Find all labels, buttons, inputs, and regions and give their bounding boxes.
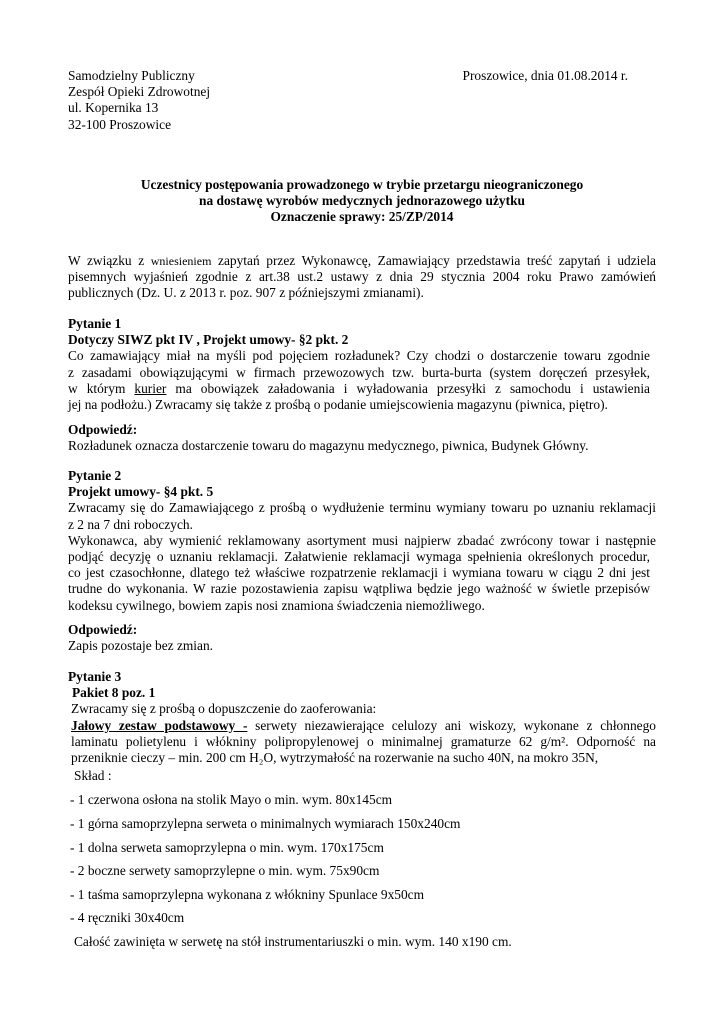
- answer-2-text: Zapis pozostaje bez zmian.: [68, 638, 214, 654]
- question-1: [68, 316, 656, 413]
- title-line-2: na dostawę wyrobów medycznych jednorazowego użytku: [199, 193, 525, 209]
- question-1-line-3-end: ma obowiązek załadowania i wyładowania przesyłki z samochodu i ustawienia: [175, 380, 650, 396]
- answer-2: [68, 622, 656, 654]
- question-1-courier-word: kurier: [134, 380, 167, 396]
- sender-name-line-1: Samodzielny Publiczny: [68, 68, 195, 83]
- question-2: [68, 468, 656, 614]
- composition-item-4: - 2 boczne serwety samoprzylepne o min. wym. 75x90cm: [70, 863, 380, 878]
- document-title: [68, 177, 656, 226]
- composition-closing: Całość zawinięta w serwetę na stół instrumentariuszki o min. wym. 140 x190 cm.: [74, 934, 512, 949]
- question-2-line-3: Wykonawca, aby wymienić reklamowany asortyment musi najpierw zbadać zwrócony towar i następnie: [68, 532, 656, 548]
- letter-date: Proszowice, dnia 01.08.2014 r.: [462, 68, 628, 83]
- intro-line-2: pisemnych wyjaśnień zgodnie z art.38 ust.2 ustawy z dnia 29 stycznia 2004 roku Prawo zamówień: [68, 269, 656, 285]
- question-2-subheading: Projekt umowy- §4 pkt. 5: [68, 484, 214, 500]
- answer-1-label: Odpowiedź:: [68, 422, 138, 437]
- question-3-line-4: przeniknie cieczy – min. 200 cm H₂O, wytrzymałość na rozerwanie na sucho 40N, na mokro 35N,: [71, 750, 599, 766]
- question-3-heading: Pytanie 3: [68, 669, 122, 684]
- question-2-line-4: podjąć decyzję o uznaniu reklamacji. Załatwienie reklamacji wymaga spełnienia określonych procedur,: [68, 549, 650, 565]
- question-2-line-6: trudne do wykonania. W razie pozostawienia zapisu wątpliwa będzie jego ważność w świetle przepisów: [68, 581, 650, 597]
- question-2-heading: Pytanie 2: [68, 468, 122, 483]
- answer-1-text: Rozładunek oznacza dostarczenie towaru do magazynu medycznego, piwnica, Budynek Główny.: [68, 438, 589, 454]
- sender-street: ul. Kopernika 13: [68, 100, 159, 116]
- composition-item-3: - 1 dolna serweta samoprzylepna o min. wym. 170x175cm: [70, 840, 384, 855]
- question-1-line-3: [68, 381, 650, 397]
- question-1-heading: Pytanie 1: [68, 316, 122, 331]
- question-1-line-2: z zasadami obowiązującymi w firmach przewozowych tzw. burta-burta (system doręczeń przesyłek,: [68, 364, 650, 380]
- sender-postal-city: 32-100 Proszowice: [68, 116, 172, 132]
- composition-item-6: - 4 ręczniki 30x40cm: [70, 910, 185, 925]
- intro-line-1: [68, 253, 656, 269]
- intro-line-1-small-word: wniesieniem: [150, 254, 212, 268]
- question-1-line-1: Co zamawiający miał na myśli pod pojęciem rozładunek? Czy chodzi o dostarczenie towaru zgodnie: [68, 348, 650, 364]
- question-2-line-5: co jest czasochłonne, dlatego też właściwe rozpatrzenie reklamacji i wymiana towaru w ciągu 2 dni jest: [68, 565, 650, 581]
- question-3-line-3: laminatu polietylenu i włókniny polipropylenowej o minimalnej gramaturze 62 g/m². Odporność na: [71, 733, 656, 749]
- question-1-line-4: jej na podłożu.) Zwracamy się także z prośbą o podanie umiejscowienia magazynu (piwnica, piętro).: [68, 397, 608, 413]
- answer-1: [68, 422, 656, 454]
- question-2-line-7: kodeksu cywilnego, bowiem zapis nosi znamiona świadczenia niemożliwego.: [68, 597, 485, 613]
- question-2-line-1: Zwracamy się do Zamawiającego z prośbą o wydłużenie terminu wymiany towaru po uznaniu reklamacji: [68, 500, 656, 516]
- composition-item-2: - 1 górna samoprzylepna serweta o minimalnych wymiarach 150x240cm: [70, 816, 461, 831]
- case-reference: Oznaczenie sprawy: 25/ZP/2014: [270, 209, 454, 225]
- composition-label: Skład :: [74, 768, 112, 783]
- question-3-line-2-rest: serwety niezawierające celulozy ani wiskozy, wykonane z chłonnego: [255, 717, 656, 733]
- product-name: Jałowy zestaw podstawowy -: [71, 717, 248, 733]
- intro-paragraph: [68, 253, 656, 302]
- intro-line-1-start: W związku z: [68, 253, 145, 268]
- question-1-subheading: Dotyczy SIWZ pkt IV , Projekt umowy- §2 pkt. 2: [68, 332, 349, 348]
- title-line-1: Uczestnicy postępowania prowadzonego w trybie przetargu nieograniczonego: [140, 177, 584, 192]
- intro-line-3: publicznych (Dz. U. z 2013 r. poz. 907 z późniejszymi zmianami).: [68, 285, 424, 301]
- composition-item-1: - 1 czerwona osłona na stolik Mayo o min. wym. 80x145cm: [70, 792, 393, 807]
- question-1-line-3-start: w którym: [68, 380, 126, 396]
- letter-header: [68, 68, 628, 133]
- question-2-line-2: z 2 na 7 dni roboczych.: [68, 516, 193, 532]
- question-3: [68, 669, 656, 766]
- composition-item-5: - 1 taśma samoprzylepna wykonana z włókniny Spunlace 9x50cm: [70, 887, 425, 902]
- intro-line-1-end: zapytań przez Wykonawcę, Zamawiający przedstawia treść zapytań i udziela: [218, 253, 657, 268]
- question-3-subheading: Pakiet 8 poz. 1: [72, 685, 156, 701]
- question-3-line-2: [68, 718, 656, 734]
- answer-2-label: Odpowiedź:: [68, 622, 138, 637]
- question-3-line-1: Zwracamy się z prośbą o dopuszczenie do zaoferowania:: [71, 701, 377, 717]
- sender-name-line-2: Zespół Opieki Zdrowotnej: [68, 84, 211, 100]
